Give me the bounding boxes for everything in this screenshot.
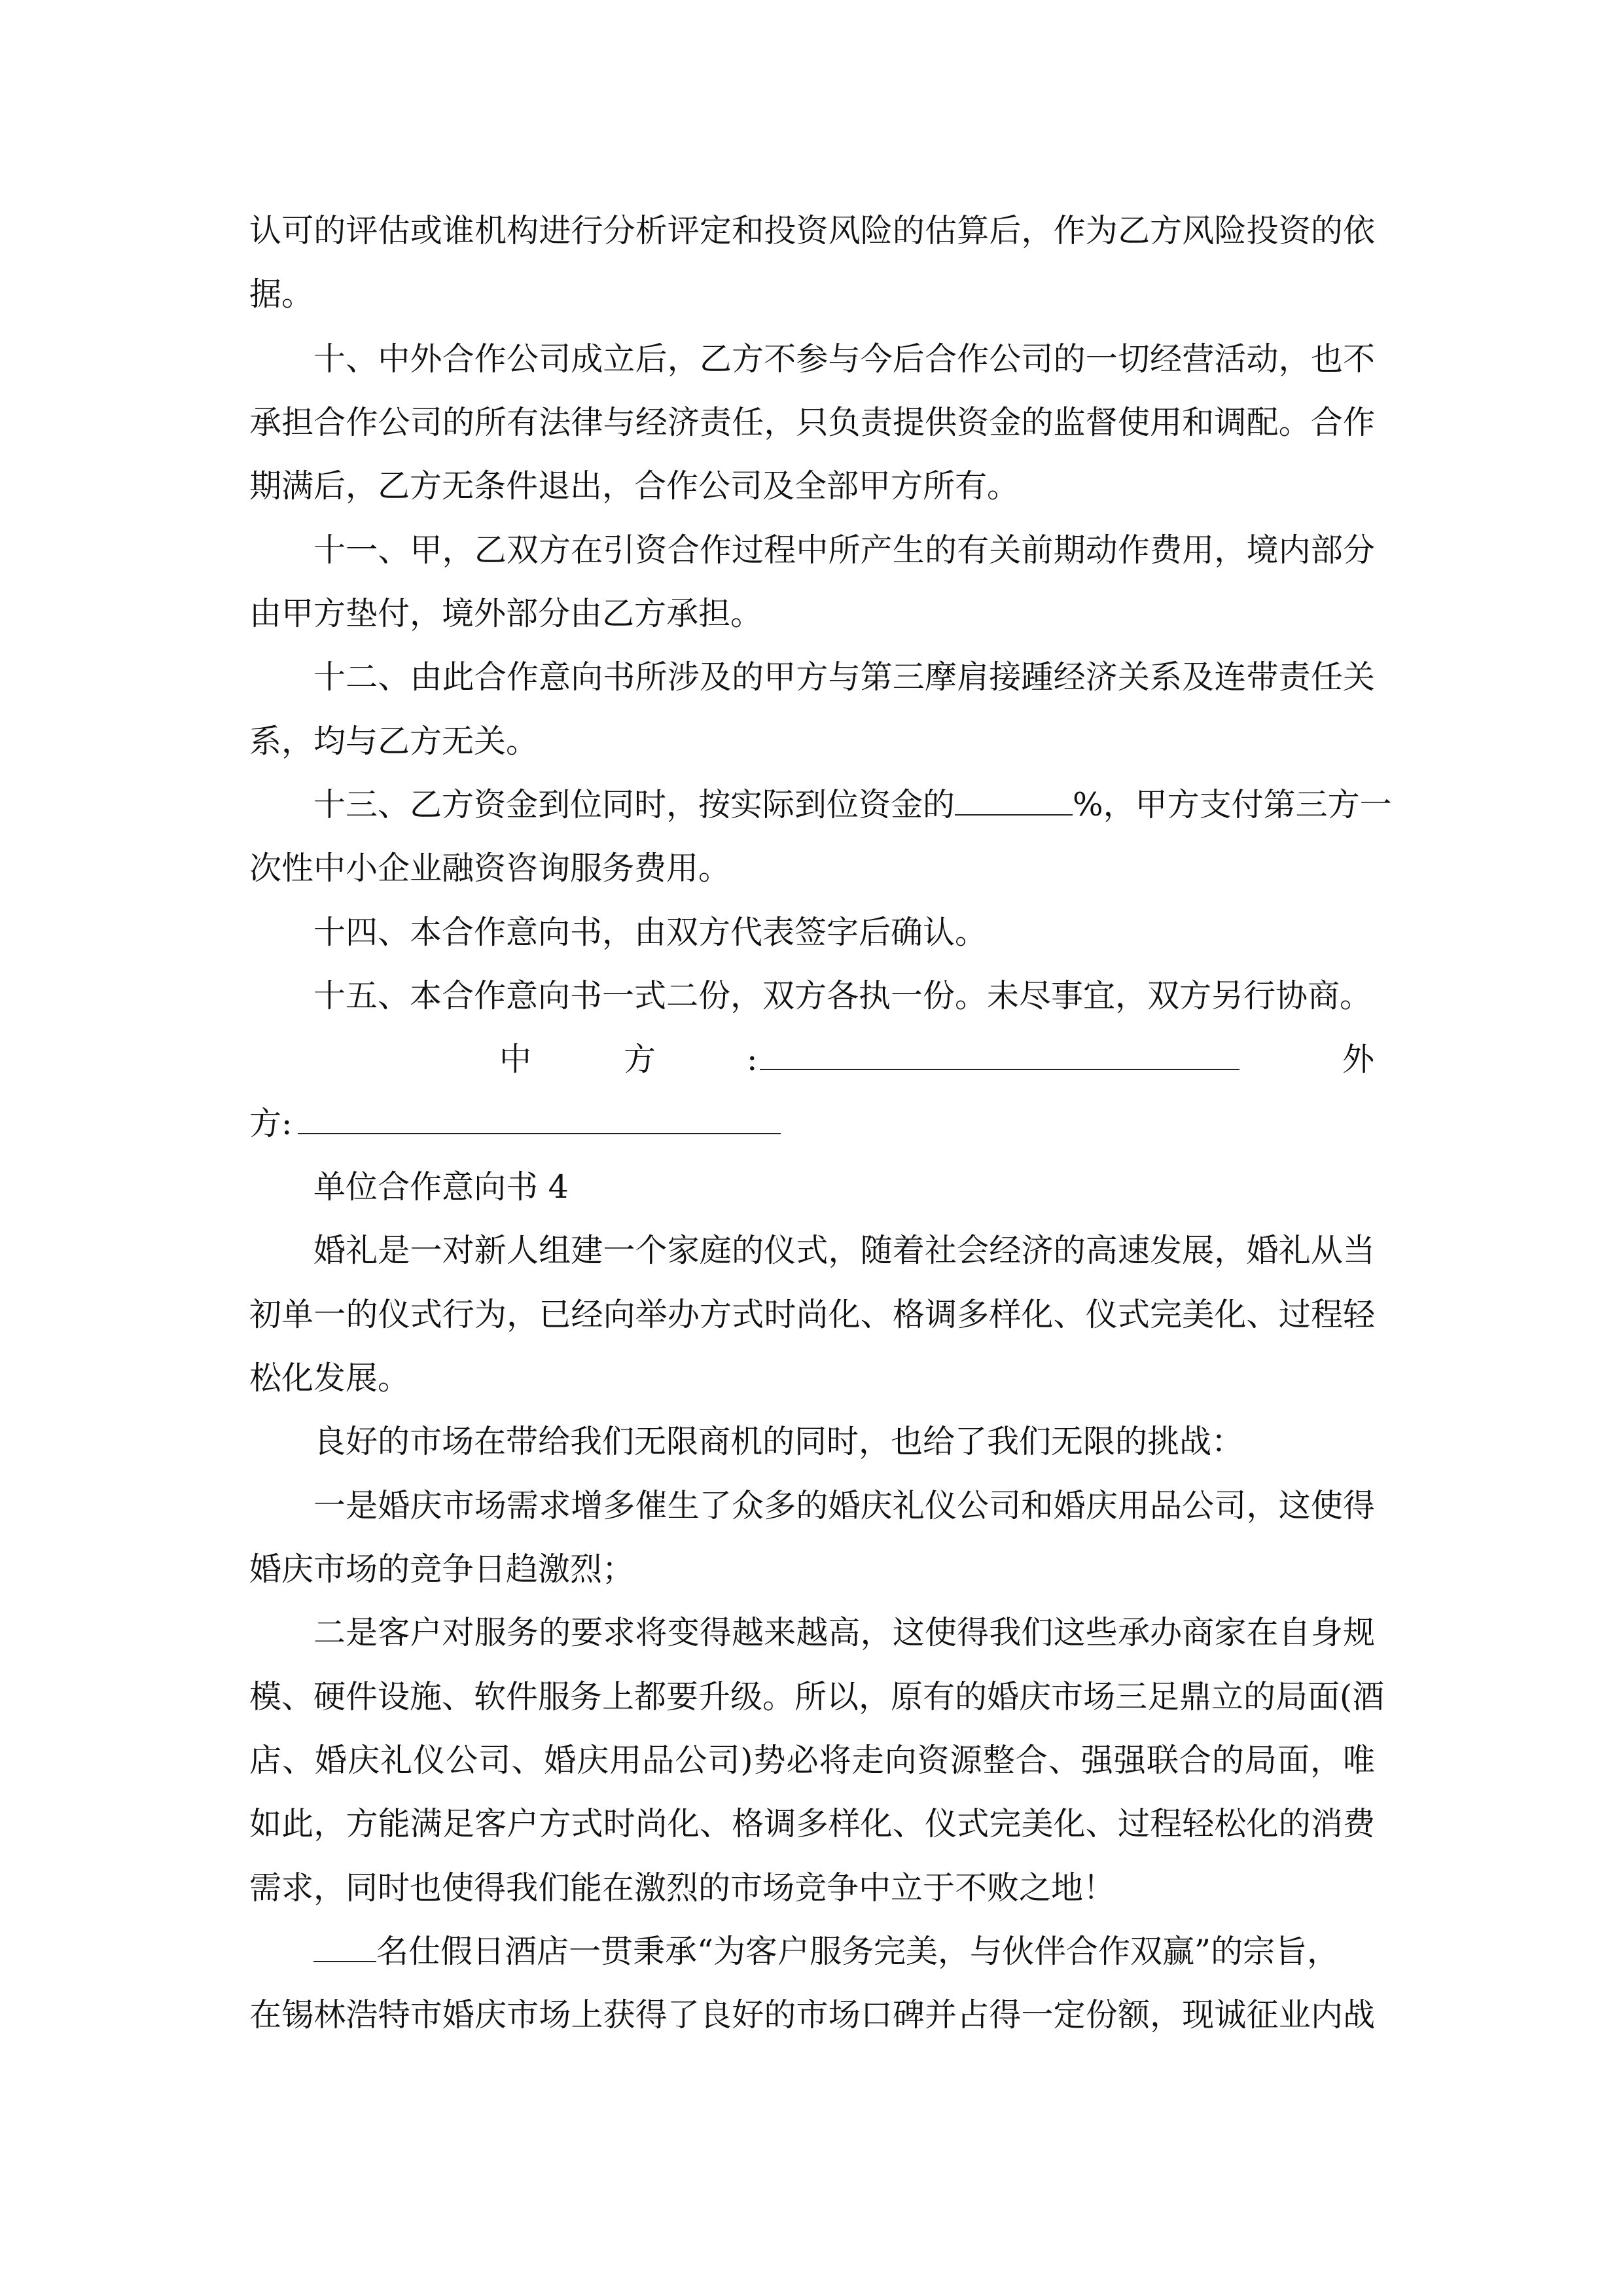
text-line: 松化发展。 xyxy=(249,1359,410,1397)
sig-label-zhong: 中 xyxy=(499,1041,532,1078)
paragraph-line: 良好的市场在带给我们无限商机的同时，也给了我们无限的挑战： xyxy=(313,1423,1244,1460)
foreign-party-signature-blank xyxy=(298,1104,781,1134)
text-line: 需求，同时也使得我们能在激烈的市场竞争中立于不败之地！ xyxy=(249,1869,1116,1907)
section-title: 单位合作意向书 4 xyxy=(313,1168,569,1206)
text-line: 认可的评估或谁机构进行分析评定和投资风险的估算后，作为乙方风险投资的依 xyxy=(249,212,1375,249)
text-line: 承担合作公司的所有法律与经济责任，只负责提供资金的监督使用和调配。合作 xyxy=(249,404,1375,441)
text-line: 系，均与乙方无关。 xyxy=(249,723,539,760)
paragraph-line: 一是婚庆市场需求增多催生了众多的婚庆礼仪公司和婚庆用品公司，这使得 xyxy=(313,1487,1375,1524)
hotel-text: 名仕假日酒店一贯秉承“为客户服务完美，与伙伴合作双赢”的宗旨， xyxy=(376,1933,1340,1970)
text-line: 初单一的仪式行为，已经向举办方式时尚化、格调多样化、仪式完美化、过程轻 xyxy=(249,1296,1375,1333)
text-line: 次性中小企业融资咨询服务费用。 xyxy=(249,850,731,887)
clause-13-line xyxy=(313,785,1392,825)
text-line: 婚庆市场的竞争日趋激烈； xyxy=(249,1551,635,1588)
text-line: 期满后，乙方无条件退出，合作公司及全部甲方所有。 xyxy=(249,467,1020,505)
text-line: 由甲方垫付，境外部分由乙方承担。 xyxy=(249,595,763,632)
paragraph-line: 婚礼是一对新人组建一个家庭的仪式，随着社会经济的高速发展，婚礼从当 xyxy=(313,1232,1375,1269)
clause-10-line: 十、中外合作公司成立后，乙方不参与今后合作公司的一切经营活动，也不 xyxy=(313,340,1375,378)
clause-15-line: 十五、本合作意向书一式二份，双方各执一份。未尽事宜，双方另行协商。 xyxy=(313,977,1372,1014)
text-line: 在锡林浩特市婚庆市场上获得了良好的市场口碑并占得一定份额，现诚征业内战 xyxy=(249,1996,1375,2034)
clause-14-line: 十四、本合作意向书，由双方代表签字后确认。 xyxy=(313,914,988,951)
sig-label-fang: 方 xyxy=(624,1041,656,1078)
clause-13-text-after: %，甲方支付第三方一 xyxy=(1073,786,1392,823)
sig-label-wai: 外 xyxy=(1342,1041,1375,1078)
text-line: 店、婚庆礼仪公司、婚庆用品公司)势必将走向资源整合、强强联合的局面，唯 xyxy=(249,1742,1375,1779)
text-line: 据。 xyxy=(249,276,314,313)
percent-blank xyxy=(955,785,1073,816)
clause-12-line: 十二、由此合作意向书所涉及的甲方与第三摩肩接踵经济关系及连带责任关 xyxy=(313,658,1375,696)
clause-11-line: 十一、甲，乙双方在引资合作过程中所产生的有关前期动作费用，境内部分 xyxy=(313,531,1375,569)
paragraph-line: 二是客户对服务的要求将变得越来越高，这使得我们这些承办商家在自身规 xyxy=(313,1614,1375,1651)
hotel-name-blank xyxy=(313,1932,376,1962)
china-party-signature-blank xyxy=(760,1040,1240,1070)
text-line: 如此，方能满足客户方式时尚化、格调多样化、仪式完美化、过程轻松化的消费 xyxy=(249,1805,1375,1842)
clause-13-text-before: 十三、乙方资金到位同时，按实际到位资金的 xyxy=(313,786,955,823)
text-line: 模、硬件设施、软件服务上都要升级。所以，原有的婚庆市场三足鼎立的局面(酒 xyxy=(249,1678,1385,1715)
sig-colon: : xyxy=(747,1041,758,1078)
hotel-paragraph-line xyxy=(313,1932,1375,1971)
sig-label-fang2: 方: xyxy=(249,1105,293,1142)
